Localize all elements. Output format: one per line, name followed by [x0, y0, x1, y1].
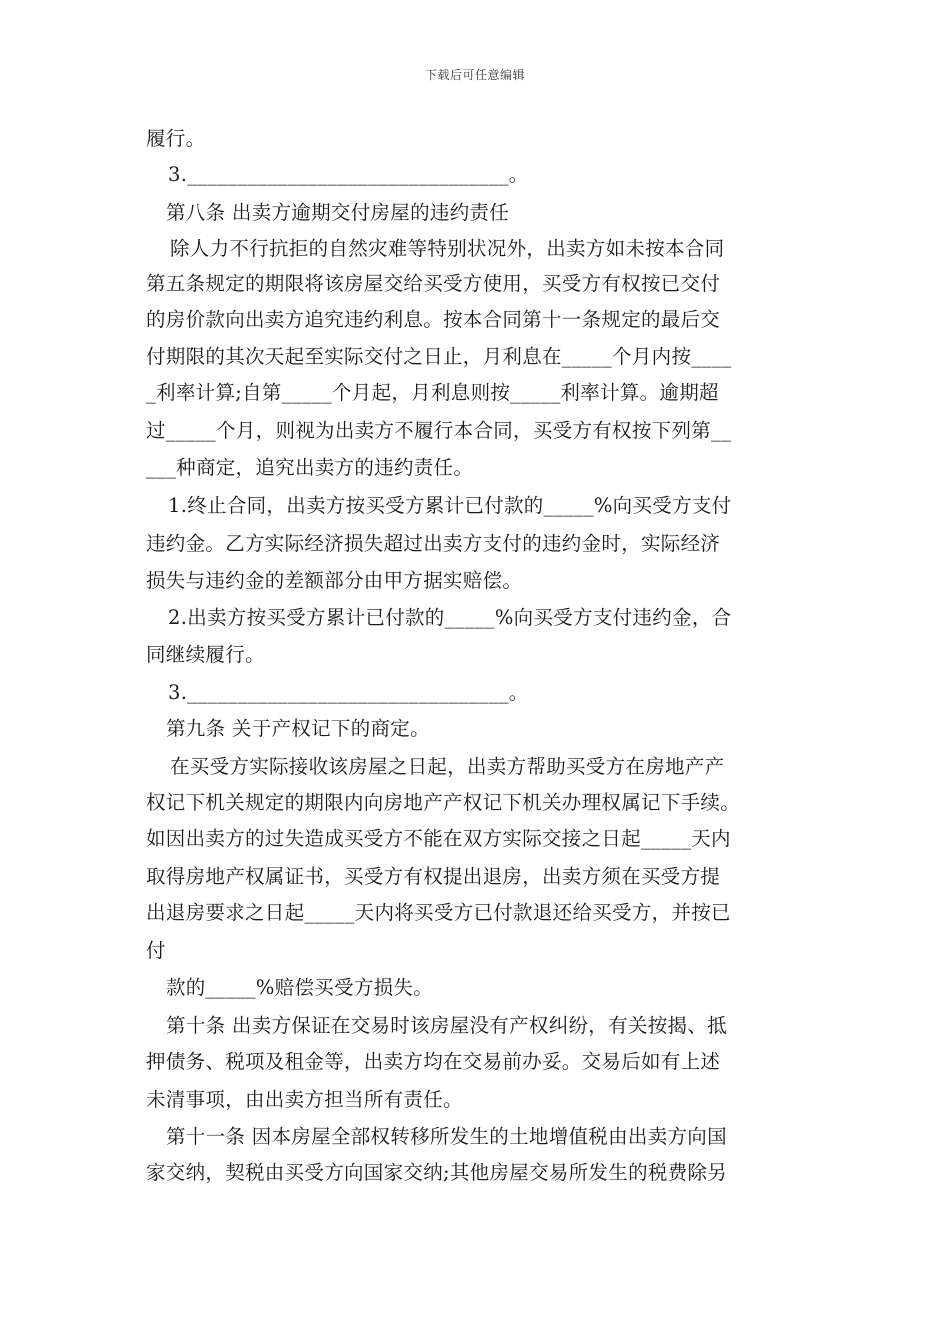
text-line: 押债务、税项及租金等，出卖方均在交易前办妥。交易后如有上述 — [146, 1050, 721, 1073]
text-line: 同继续履行。 — [146, 643, 265, 666]
page-header: 下载后可任意编辑 — [424, 68, 525, 82]
text-line: _利率计算;自第_____个月起，月利息则按_____利率计算。逾期超 — [146, 381, 719, 404]
text-line: 第八条 出卖方逾期交付房屋的违约责任 — [166, 201, 510, 224]
text-line: 除人力不行抗拒的自然灾难等特别状况外，出卖方如未按本合同 — [170, 237, 725, 260]
text-line: ___种商定，追究出卖方的违约责任。 — [146, 456, 474, 479]
text-line: 款的_____%赔偿买受方损失。 — [166, 976, 434, 999]
text-line: 家交纳，契税由买受方向国家交纳;其他房屋交易所发生的税费除另 — [146, 1161, 728, 1184]
text-line: 付 — [146, 939, 166, 962]
text-line: 第十条 出卖方保证在交易时该房屋没有产权纠纷，有关按揭、抵 — [166, 1014, 727, 1037]
text-line: 取得房地产权属证书，买受方有权提出退房，出卖方须在买受方提 — [146, 865, 721, 888]
text-line: 付期限的其次天起至实际交付之日止，月利息在_____个月内按____ — [146, 345, 732, 368]
text-line: 过_____个月，则视为出卖方不履行本合同，买受方有权按下列第__ — [146, 419, 732, 442]
text-line: 违约金。乙方实际经济损失超过出卖方支付的违约金时，实际经济 — [146, 532, 721, 555]
text-line: 出退房要求之日起_____天内将买受方已付款退还给买受方，并按已 — [146, 901, 731, 924]
text-line: 权记下机关规定的期限内向房地产产权记下机关办理权属记下手续。 — [146, 791, 741, 814]
text-line: 1.终止合同，出卖方按买受方累计已付款的_____%向买受方支付 — [168, 494, 732, 517]
text-line: 的房价款向出卖方追究违约利息。按本合同第十一条规定的最后交 — [146, 308, 721, 331]
text-line: 损失与违约金的差额部分由甲方据实赔偿。 — [146, 569, 523, 592]
text-line: 3.________________________________。 — [168, 163, 529, 186]
text-line: 3.________________________________。 — [168, 681, 529, 704]
text-line: 如因出卖方的过失造成买受方不能在双方实际交接之日起_____天内 — [146, 827, 731, 850]
text-line: 未清事项，由出卖方担当所有责任。 — [146, 1088, 463, 1111]
text-line: 第九条 关于产权记下的商定。 — [166, 717, 430, 740]
text-line: 第十一条 因本房屋全部权转移所发生的土地增值税由出卖方向国 — [166, 1125, 727, 1148]
text-line: 履行。 — [146, 127, 206, 150]
text-line: 第五条规定的期限将该房屋交给买受方使用，买受方有权按已交付 — [146, 272, 721, 295]
text-line: 在买受方实际接收该房屋之日起，出卖方帮助买受方在房地产产 — [170, 755, 725, 778]
text-line: 2.出卖方按买受方累计已付款的_____%向买受方支付违约金，合 — [168, 606, 732, 629]
